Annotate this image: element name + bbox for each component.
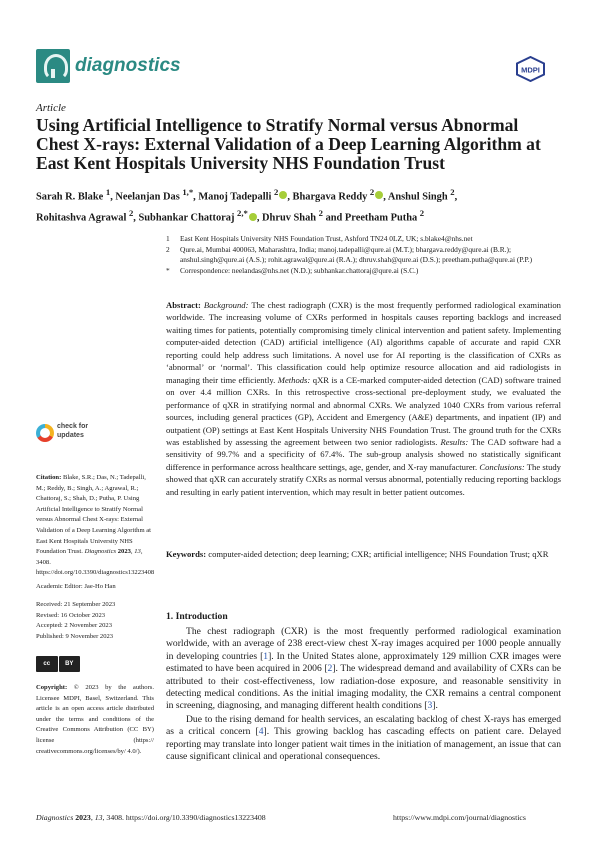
- reference-link[interactable]: 1: [263, 650, 269, 662]
- journal-logo-icon: [36, 49, 70, 83]
- reference-link[interactable]: 2: [327, 663, 333, 675]
- orcid-icon[interactable]: [249, 213, 257, 221]
- footer-citation: Diagnostics 2023, 13, 3408. https://doi.org/10.3390/diagnostics13223408: [36, 813, 266, 822]
- reference-link[interactable]: 4: [258, 726, 264, 738]
- affiliation-2: 2 Qure.ai, Mumbai 400063, Maharashtra, India; manoj.tadepalli@qure.ai (M.T.); bhargava.reddy@qure.ai (B.R.); anshul.singh@qure.ai (A.S.); rohit.agrawal@qure.ai (R.A.); dhruv.shah@qure.ai (D.S.); preetham.putha@qure.ai (P.P.): [166, 244, 533, 265]
- introduction-body: [166, 626, 561, 763]
- citation: Citation: Blake, S.R.; Das, N.; Tadepalli, M.; Reddy, B.; Singh, A.; Agrawal, R.; Chattoraj, S.; Shah, D.; Putha, P. Using Artificial Intelligence to Stratify Normal versus Abnormal Chest X-rays: External Validation of a Deep Learning Algorithm at East Kent Hospitals University NHS Foundation Trust. Diagnostics 2023, 13, 3408. https://doi.org/10.3390/diagnostics13223408: [36, 474, 155, 577]
- paragraph: The chest radiograph (CXR) is the most frequently performed radiological examination worldwide, with an average of 238 erect-view chest X-ray images acquired per 1000 people annually in developing countries [1]. In the United States alone, approximately 129 million CXR images were estimated to have been acquired in 2006 [2]. The widespread demand and availability of CXRs can be attributed to their cost-effectiveness, low radiation-dose exposure, and reasonable sensitivity in detecting medical conditions. As the initial imaging modality, the CXR remains a central component in screening, diagnosing, and managing different health conditions [3].: [166, 626, 561, 712]
- author-list: [36, 184, 556, 227]
- accepted-date: Accepted: 2 November 2023: [36, 622, 112, 630]
- journal-name: diagnostics: [75, 55, 181, 76]
- article-type: Article: [36, 102, 66, 114]
- author-line-1: Sarah R. Blake $^1$, Neelanjan Das $^{1,*}$, Manoj Tadepalli $^2$ , Bhargava Reddy $^2$ , Anshul Singh $^2$,: [36, 187, 458, 203]
- academic-editor: Academic Editor: Jae-Ho Han: [36, 583, 116, 590]
- correspondence: * Correspondence: neelandas@nhs.net (N.D.); subhankar.chattoraj@qure.ai (S.C.): [166, 265, 419, 275]
- affiliations: [166, 234, 561, 276]
- affiliation-1: 1 East Kent Hospitals University NHS Foundation Trust, Ashford TN24 0LZ, UK; s.blake4@nhs.net: [166, 234, 473, 243]
- received-date: Received: 21 September 2023: [36, 601, 116, 608]
- copyright-notice: Copyright: © 2023 by the authors. Licensee MDPI, Basel, Switzerland. This article is an open access article distributed under the terms and conditions of the Creative Commons Attribution (CC BY) license (https:// creativecommons.org/licenses/by/ 4.0/).: [36, 684, 154, 755]
- mdpi-logo-text: MDPI: [521, 65, 540, 75]
- section-heading: 1. Introduction: [166, 611, 228, 622]
- published-date: Published: 9 November 2023: [36, 632, 114, 640]
- article-dates: [36, 600, 154, 642]
- mdpi-logo-icon: [515, 56, 546, 82]
- author-line-2: Rohitashva Agrawal $^2$, Subhankar Chattoraj $^{2,*}$ , Dhruv Shah $^2$ and Preetham Putha $^2$: [36, 208, 425, 224]
- paragraph: Due to the rising demand for health services, an escalating backlog of chest X-rays has emerged as a critical concern [4]. This growing backlog has cascading effects on patient care. Delayed reporting may translate into longer patient wait times in the initiation of management, an issue that can cause significant clinical and operational consequences.: [166, 713, 561, 763]
- abstract: Abstract: Background: The chest radiograph (CXR) is the most frequently performed radiological examination worldwide. The increasing volume of CXRs performed in hospitals causes reporting backlogs and increased waiting times for patients, potentially compromising timely clinical intervention and patient safety. Implementing computer-aided detection (CAD) artificial intelligence (AI) algorithms capable of accurate and rapid CXR reporting could help address such limitations. A novel use for AI reporting is the classification of CXRs as ‘abnormal’ or ‘normal’. This classification could help optimize resource allocation and aid radiologists in managing their time efficiently. Methods: qXR is a CE-marked computer-aided detection (CAD) software trained on over 4.4 million CXRs. In this retrospective cross-sectional pre-deployment study, we evaluated the performance of qXR in stratifying normal and abnormal CXRs. We analyzed 1040 CXRs from various referral sources, including general practices (GP), Accident and Emergency (A&E) departments, and inpatient (IP) and outpatient (OP) settings at East Kent Hospitals University NHS Foundation Trust. The ground truth for the CXRs was established by assessing the agreement between two senior radiologists. Results: The CAD software had a sensitivity of 99.7% and a specificity of 67.4%. The sub-group analysis showed no statistically significant difference in performance across healthcare settings, age, gender, and X-ray manufacturer. Conclusions: The study showed that qXR can accurately stratify CXRs as normal versus abnormal, potentially reducing reporting backlogs and resulting in early patient intervention, which may result in better patient outcomes.: [166, 300, 562, 497]
- check-updates-icon: [36, 424, 54, 442]
- keywords: Keywords: computer-aided detection; deep learning; CXR; artificial intelligence; NHS Foundation Trust; qXR: [166, 549, 549, 559]
- reference-link[interactable]: 3: [427, 700, 433, 712]
- article-title: Using Artificial Intelligence to Stratify Normal versus Abnormal Chest X-rays: External Validation of a Deep Learning Algorithm at East Kent Hospitals University NHS Foundation Trust: [36, 115, 541, 173]
- footer-journal-url[interactable]: https://www.mdpi.com/journal/diagnostics: [393, 813, 526, 822]
- revised-date: Revised: 16 October 2023: [36, 611, 106, 619]
- cc-by-license-icon[interactable]: cc BY: [36, 656, 80, 672]
- check-for-updates-button[interactable]: check for updates: [36, 422, 96, 448]
